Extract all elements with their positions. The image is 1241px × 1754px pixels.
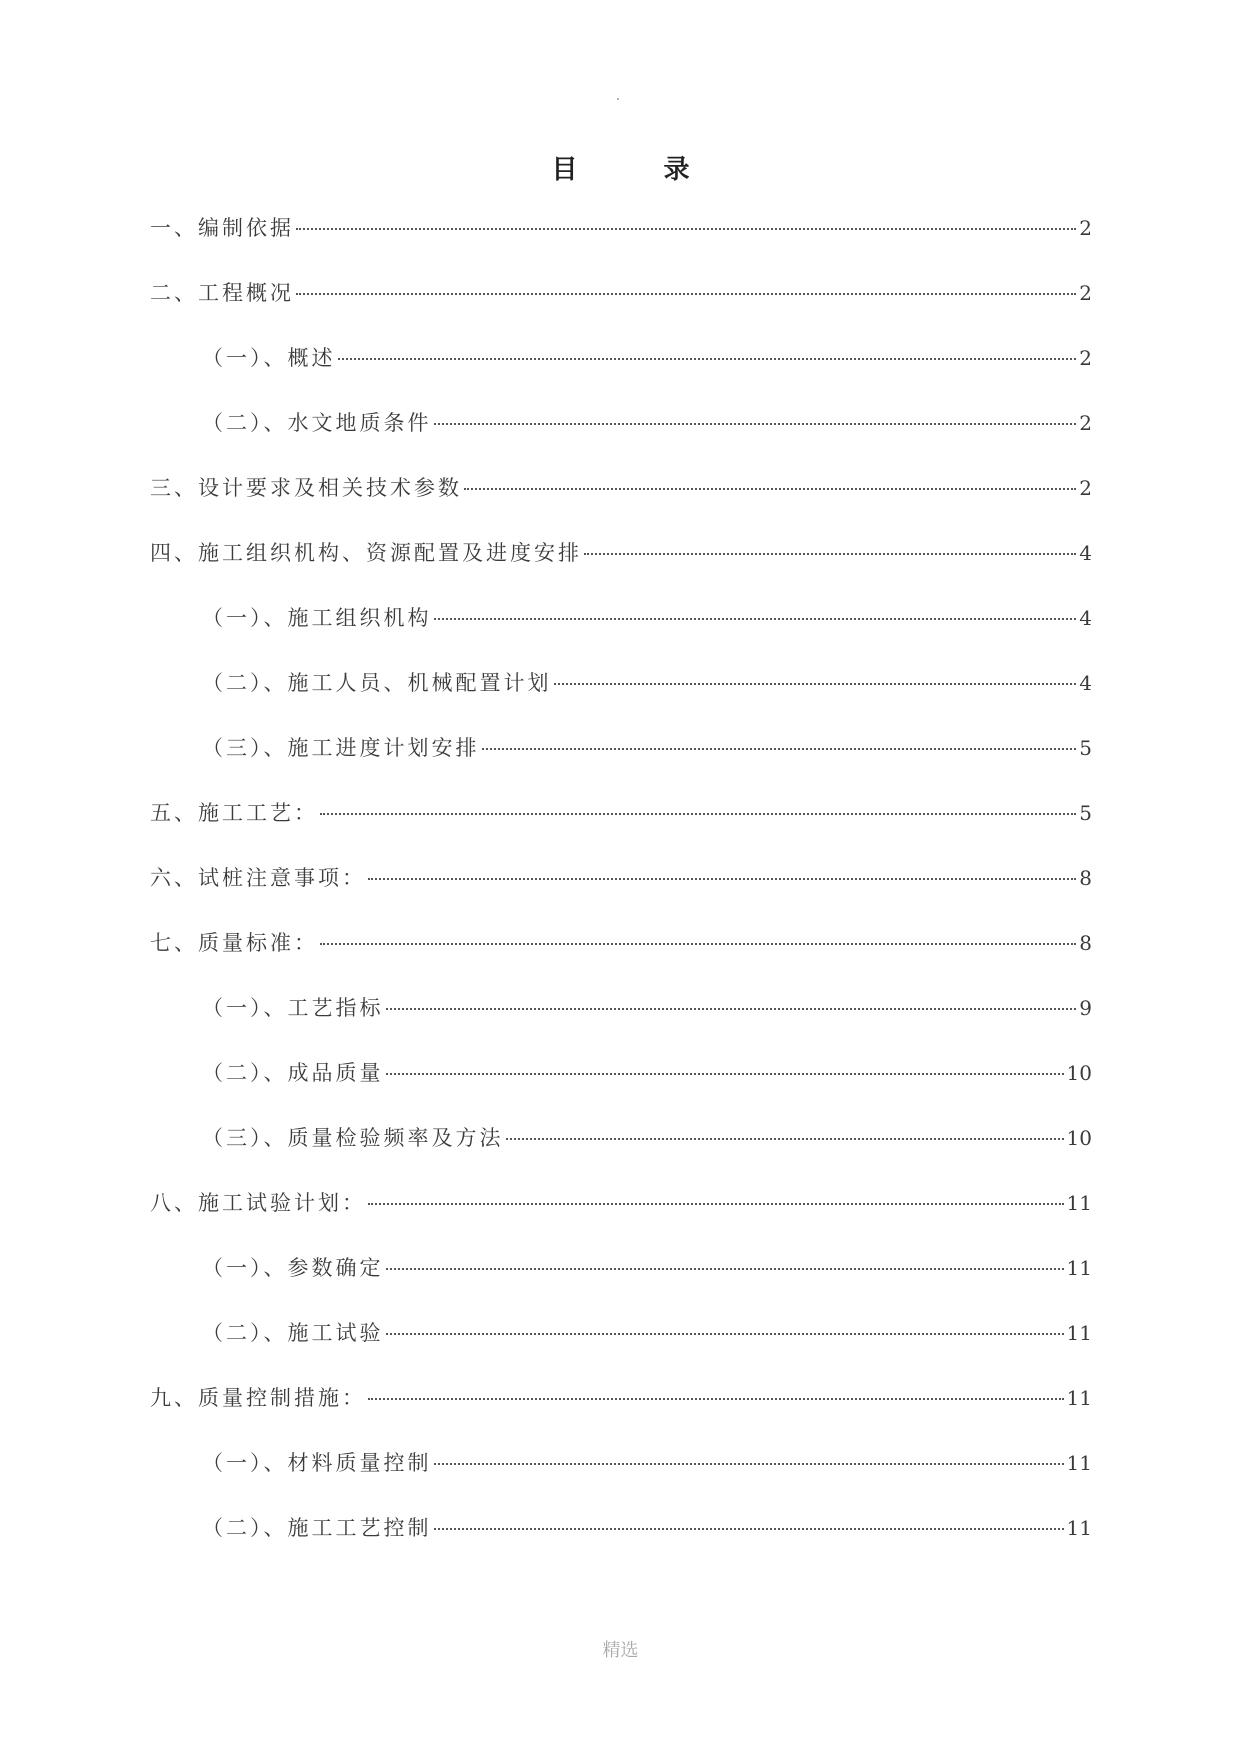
- dot-leader: [368, 1203, 1064, 1205]
- toc-subentry[interactable]: [150, 1118, 1092, 1183]
- toc-page-number: 4: [1079, 606, 1092, 630]
- dot-leader: [386, 1008, 1077, 1010]
- toc-page-number: 9: [1079, 996, 1092, 1020]
- dot-leader: [368, 878, 1076, 880]
- toc-entry-label: （二）、施工工艺控制: [202, 1516, 432, 1540]
- toc-subentry[interactable]: [150, 1053, 1092, 1118]
- toc-page-number: 10: [1066, 1126, 1092, 1150]
- dot-leader: [320, 813, 1076, 815]
- toc-page-number: 10: [1066, 1061, 1092, 1085]
- toc-page-number: 2: [1079, 476, 1092, 500]
- toc-subentry[interactable]: [150, 663, 1092, 728]
- dot-leader: [464, 488, 1076, 490]
- dot-leader: [584, 553, 1076, 555]
- toc-entry-label: （二）、成品质量: [202, 1061, 384, 1085]
- toc-entry-label: （一）、参数确定: [202, 1256, 384, 1280]
- dot-leader: [554, 683, 1077, 685]
- toc-entry-label: 三、设计要求及相关技术参数: [150, 476, 462, 500]
- toc-entry[interactable]: [150, 468, 1092, 533]
- toc-page-number: 2: [1079, 411, 1092, 435]
- toc-entry-label: 七、质量标准：: [150, 931, 318, 955]
- toc-page-number: 11: [1066, 1256, 1092, 1280]
- dot-leader: [434, 618, 1077, 620]
- toc-subentry[interactable]: [150, 728, 1092, 793]
- toc-entry[interactable]: [150, 793, 1092, 858]
- dot-leader: [434, 1528, 1064, 1530]
- page-footer: 精选: [602, 1640, 639, 1661]
- toc-page-number: 5: [1079, 736, 1092, 760]
- toc-page-number: 8: [1079, 866, 1092, 890]
- toc-entry-label: （一）、概述: [202, 346, 336, 370]
- toc-entry-label: （二）、施工试验: [202, 1321, 384, 1345]
- page-title: 目 录: [551, 155, 720, 185]
- toc-subentry[interactable]: [150, 1443, 1092, 1508]
- table-of-contents: [150, 208, 1092, 1573]
- toc-entry-label: （二）、施工人员、机械配置计划: [202, 671, 552, 695]
- dot-leader: [386, 1073, 1064, 1075]
- toc-entry[interactable]: [150, 533, 1092, 598]
- toc-entry-label: （三）、质量检验频率及方法: [202, 1126, 504, 1150]
- toc-page-number: 11: [1066, 1321, 1092, 1345]
- toc-entry-label: 六、试桩注意事项：: [150, 866, 366, 890]
- toc-page-number: 8: [1079, 931, 1092, 955]
- toc-entry-label: 九、质量控制措施：: [150, 1386, 366, 1410]
- toc-page-number: 4: [1079, 671, 1092, 695]
- toc-page-number: 11: [1066, 1191, 1092, 1215]
- toc-page-number: 2: [1079, 346, 1092, 370]
- toc-page-number: 11: [1066, 1386, 1092, 1410]
- dot-leader: [434, 1463, 1064, 1465]
- header-dot-mark: [617, 98, 619, 100]
- toc-entry[interactable]: [150, 208, 1092, 273]
- toc-entry[interactable]: [150, 858, 1092, 923]
- toc-page-number: 4: [1079, 541, 1092, 565]
- toc-entry-label: 二、工程概况: [150, 281, 294, 305]
- dot-leader: [434, 423, 1077, 425]
- dot-leader: [506, 1138, 1064, 1140]
- toc-page-number: 11: [1066, 1516, 1092, 1540]
- dot-leader: [296, 293, 1076, 295]
- toc-entry[interactable]: [150, 1183, 1092, 1248]
- toc-page-number: 5: [1079, 801, 1092, 825]
- toc-subentry[interactable]: [150, 1313, 1092, 1378]
- toc-entry-label: （一）、工艺指标: [202, 996, 384, 1020]
- toc-subentry[interactable]: [150, 1248, 1092, 1313]
- toc-page-number: 2: [1079, 281, 1092, 305]
- dot-leader: [386, 1268, 1064, 1270]
- toc-entry[interactable]: [150, 923, 1092, 988]
- dot-leader: [320, 943, 1076, 945]
- toc-entry-label: 四、施工组织机构、资源配置及进度安排: [150, 541, 582, 565]
- toc-subentry[interactable]: [150, 598, 1092, 663]
- toc-entry-label: 五、施工工艺：: [150, 801, 318, 825]
- toc-entry-label: （一）、材料质量控制: [202, 1451, 432, 1475]
- dot-leader: [368, 1398, 1064, 1400]
- dot-leader: [482, 748, 1077, 750]
- toc-page-number: 11: [1066, 1451, 1092, 1475]
- toc-entry-label: 八、施工试验计划：: [150, 1191, 366, 1215]
- toc-subentry[interactable]: [150, 1508, 1092, 1573]
- toc-subentry[interactable]: [150, 338, 1092, 403]
- toc-subentry[interactable]: [150, 403, 1092, 468]
- toc-entry-label: （三）、施工进度计划安排: [202, 736, 480, 760]
- toc-subentry[interactable]: [150, 988, 1092, 1053]
- dot-leader: [338, 358, 1077, 360]
- toc-entry-label: （二）、水文地质条件: [202, 411, 432, 435]
- dot-leader: [386, 1333, 1064, 1335]
- dot-leader: [296, 228, 1076, 230]
- toc-page-number: 2: [1079, 216, 1092, 240]
- toc-entry[interactable]: [150, 1378, 1092, 1443]
- toc-entry[interactable]: [150, 273, 1092, 338]
- toc-entry-label: （一）、施工组织机构: [202, 606, 432, 630]
- toc-entry-label: 一、编制依据: [150, 216, 294, 240]
